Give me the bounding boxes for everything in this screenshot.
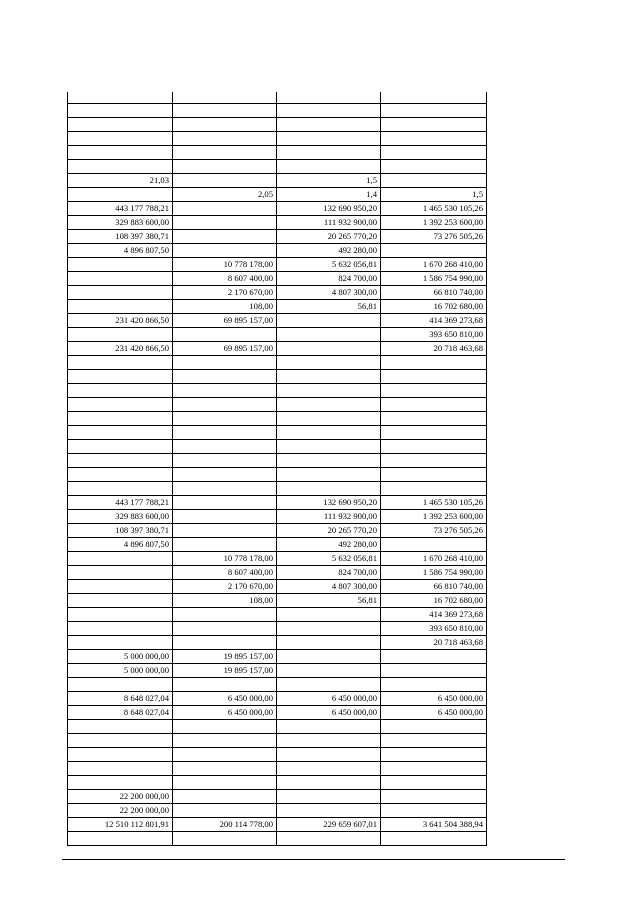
table-cell bbox=[68, 734, 172, 747]
table-cell: 19 895 157,00 bbox=[223, 651, 273, 661]
table-cell bbox=[276, 132, 380, 145]
table-cell bbox=[172, 398, 276, 411]
table-cell: 111 932 900,00 bbox=[323, 511, 377, 521]
table-cell bbox=[68, 580, 172, 593]
table-cell bbox=[172, 538, 276, 551]
table-cell bbox=[172, 370, 276, 383]
table-cell: 16 702 680,00 bbox=[433, 301, 483, 311]
table-row bbox=[68, 258, 486, 272]
table-cell: 8 607 400,00 bbox=[227, 567, 273, 577]
table-cell: 6 450 000,00 bbox=[227, 707, 273, 717]
table-cell bbox=[172, 790, 276, 803]
table-row bbox=[68, 496, 486, 510]
table-cell bbox=[380, 370, 486, 383]
table-cell: 231 420 866,50 bbox=[115, 343, 169, 353]
table-cell bbox=[68, 384, 172, 397]
table-cell bbox=[68, 468, 172, 481]
table-cell: 69 895 157,00 bbox=[223, 343, 273, 353]
table-row bbox=[68, 370, 486, 384]
table-cell bbox=[172, 174, 276, 187]
table-cell bbox=[276, 482, 380, 495]
table-cell bbox=[276, 762, 380, 775]
table-cell bbox=[68, 748, 172, 761]
table-cell bbox=[380, 762, 486, 775]
table-cell: 2,05 bbox=[257, 189, 273, 199]
table-cell bbox=[68, 762, 172, 775]
table-cell bbox=[276, 790, 380, 803]
table-cell: 5 632 056,81 bbox=[331, 553, 377, 563]
table-cell bbox=[68, 440, 172, 453]
table-cell bbox=[380, 482, 486, 495]
table-row bbox=[68, 118, 486, 132]
table-cell bbox=[172, 762, 276, 775]
table-cell: 20 718 463,68 bbox=[433, 637, 483, 647]
table-cell bbox=[276, 370, 380, 383]
table-row bbox=[68, 482, 486, 496]
table-cell: 132 690 950,20 bbox=[323, 497, 377, 507]
table-row bbox=[68, 552, 486, 566]
table-cell: 19 895 157,00 bbox=[223, 665, 273, 675]
table-row bbox=[68, 146, 486, 160]
table-cell bbox=[68, 832, 172, 845]
table-cell bbox=[68, 370, 172, 383]
table-cell: 16 702 680,00 bbox=[433, 595, 483, 605]
table-cell bbox=[380, 426, 486, 439]
table-cell: 414 369 273,68 bbox=[429, 315, 483, 325]
table-cell: 492 280,00 bbox=[338, 245, 377, 255]
table-cell: 8 648 027,04 bbox=[123, 693, 169, 703]
table-cell bbox=[172, 202, 276, 215]
table-cell: 1 392 253 600,00 bbox=[422, 217, 483, 227]
table-cell bbox=[380, 804, 486, 817]
table-row bbox=[68, 342, 486, 356]
table-cell bbox=[380, 734, 486, 747]
table-cell bbox=[172, 776, 276, 789]
table-row bbox=[68, 678, 486, 692]
table-cell: 108,00 bbox=[249, 301, 273, 311]
table-cell bbox=[380, 832, 486, 845]
table-cell bbox=[276, 454, 380, 467]
table-row bbox=[68, 188, 486, 202]
table-cell bbox=[68, 146, 172, 159]
table-cell: 69 895 157,00 bbox=[223, 315, 273, 325]
table-cell bbox=[172, 146, 276, 159]
table-cell bbox=[276, 804, 380, 817]
table-cell bbox=[276, 748, 380, 761]
table-cell: 108 397 380,71 bbox=[115, 231, 169, 241]
table-cell bbox=[172, 216, 276, 229]
table-cell bbox=[68, 104, 172, 117]
table-cell: 21,03 bbox=[149, 175, 169, 185]
table-cell bbox=[68, 412, 172, 425]
table-row bbox=[68, 300, 486, 314]
table-row bbox=[68, 244, 486, 258]
table-cell bbox=[172, 482, 276, 495]
table-cell bbox=[172, 328, 276, 341]
table-cell bbox=[380, 384, 486, 397]
table-cell: 414 369 273,68 bbox=[429, 609, 483, 619]
table-row bbox=[68, 762, 486, 776]
table-cell: 2 170 670,00 bbox=[227, 581, 273, 591]
table-cell bbox=[172, 524, 276, 537]
table-row bbox=[68, 328, 486, 342]
table-row bbox=[68, 594, 486, 608]
table-cell bbox=[380, 356, 486, 369]
table-cell: 10 778 178,00 bbox=[223, 259, 273, 269]
table-cell bbox=[172, 244, 276, 257]
table-row bbox=[68, 650, 486, 664]
table-row bbox=[68, 92, 486, 104]
table-row bbox=[68, 608, 486, 622]
table-cell bbox=[68, 426, 172, 439]
table-cell bbox=[276, 118, 380, 131]
table-row bbox=[68, 790, 486, 804]
table-cell: 1,4 bbox=[366, 189, 377, 199]
table-cell: 6 450 000,00 bbox=[331, 693, 377, 703]
table-cell: 1 586 754 990,00 bbox=[422, 567, 483, 577]
table-cell: 4 896 807,50 bbox=[123, 539, 169, 549]
table-row bbox=[68, 398, 486, 412]
table-cell bbox=[172, 384, 276, 397]
table-cell bbox=[380, 650, 486, 663]
table-cell bbox=[68, 622, 172, 635]
table-cell bbox=[276, 314, 380, 327]
table-cell: 10 778 178,00 bbox=[223, 553, 273, 563]
table-cell bbox=[68, 398, 172, 411]
table-cell bbox=[172, 496, 276, 509]
table-cell bbox=[68, 720, 172, 733]
table-cell: 329 883 600,00 bbox=[115, 217, 169, 227]
table-cell: 66 810 740,00 bbox=[433, 287, 483, 297]
table-row bbox=[68, 622, 486, 636]
table-cell bbox=[68, 286, 172, 299]
table-row bbox=[68, 664, 486, 678]
table-row bbox=[68, 636, 486, 650]
table-cell bbox=[68, 636, 172, 649]
table-row bbox=[68, 804, 486, 818]
table-cell: 393 650 810,00 bbox=[429, 329, 483, 339]
table-row bbox=[68, 538, 486, 552]
table-cell: 111 932 900,00 bbox=[323, 217, 377, 227]
table-cell bbox=[276, 342, 380, 355]
table-cell bbox=[380, 720, 486, 733]
table-cell bbox=[172, 118, 276, 131]
table-cell bbox=[68, 132, 172, 145]
table-cell bbox=[276, 650, 380, 663]
table-row bbox=[68, 510, 486, 524]
table-cell bbox=[276, 664, 380, 677]
table-cell bbox=[172, 426, 276, 439]
table-cell bbox=[380, 748, 486, 761]
table-cell bbox=[276, 104, 380, 117]
table-cell: 73 276 505,26 bbox=[433, 525, 483, 535]
table-cell bbox=[68, 272, 172, 285]
table-cell: 1,5 bbox=[366, 175, 377, 185]
table-row bbox=[68, 132, 486, 146]
table-cell: 393 650 810,00 bbox=[429, 623, 483, 633]
table-cell bbox=[380, 174, 486, 187]
table-row bbox=[68, 174, 486, 188]
table-cell bbox=[172, 720, 276, 733]
table-cell bbox=[276, 160, 380, 173]
table-cell bbox=[68, 300, 172, 313]
table-cell: 108,00 bbox=[249, 595, 273, 605]
table-cell: 20 265 770,20 bbox=[327, 231, 377, 241]
table-cell bbox=[276, 398, 380, 411]
table-row bbox=[68, 692, 486, 706]
footer-rule bbox=[62, 859, 565, 860]
table-cell: 329 883 600,00 bbox=[115, 511, 169, 521]
table-cell: 6 450 000,00 bbox=[331, 707, 377, 717]
table-cell: 1 670 268 410,00 bbox=[422, 259, 483, 269]
table-cell bbox=[172, 832, 276, 845]
table-cell bbox=[172, 92, 276, 103]
table-cell bbox=[276, 678, 380, 691]
table-row bbox=[68, 706, 486, 720]
table-row bbox=[68, 356, 486, 370]
table-cell bbox=[68, 328, 172, 341]
table-cell: 108 397 380,71 bbox=[115, 525, 169, 535]
table-cell bbox=[380, 146, 486, 159]
table-cell bbox=[380, 104, 486, 117]
table-cell: 229 659 607,01 bbox=[323, 819, 377, 829]
table-row bbox=[68, 384, 486, 398]
table-row bbox=[68, 440, 486, 454]
table-cell: 20 718 463,68 bbox=[433, 343, 483, 353]
table-cell: 5 000 000,00 bbox=[123, 651, 169, 661]
table-cell bbox=[276, 328, 380, 341]
table-cell bbox=[172, 104, 276, 117]
table-row bbox=[68, 524, 486, 538]
table-cell bbox=[276, 92, 380, 103]
table-cell bbox=[380, 118, 486, 131]
table-cell bbox=[68, 118, 172, 131]
table-cell: 6 450 000,00 bbox=[437, 693, 483, 703]
table-cell bbox=[68, 552, 172, 565]
table-cell bbox=[68, 454, 172, 467]
table-row bbox=[68, 104, 486, 118]
table-cell bbox=[380, 412, 486, 425]
table-cell: 4 807 300,00 bbox=[331, 287, 377, 297]
table-row bbox=[68, 454, 486, 468]
table-cell bbox=[172, 510, 276, 523]
table-cell: 8 648 027,04 bbox=[123, 707, 169, 717]
table-row bbox=[68, 314, 486, 328]
table-cell: 1 465 530 105,26 bbox=[422, 203, 483, 213]
table-cell bbox=[380, 160, 486, 173]
table-cell bbox=[380, 132, 486, 145]
table-cell: 1 670 268 410,00 bbox=[422, 553, 483, 563]
table-cell: 443 177 788,21 bbox=[115, 497, 169, 507]
table-cell bbox=[172, 356, 276, 369]
table-cell bbox=[276, 412, 380, 425]
table-cell bbox=[380, 776, 486, 789]
table-cell: 5 000 000,00 bbox=[123, 665, 169, 675]
table-cell bbox=[380, 664, 486, 677]
table-cell: 1 465 530 105,26 bbox=[422, 497, 483, 507]
table-row bbox=[68, 286, 486, 300]
table-cell: 22 200 000,00 bbox=[119, 791, 169, 801]
table-cell: 1 392 253 600,00 bbox=[422, 511, 483, 521]
table-cell: 200 114 778,00 bbox=[219, 819, 273, 829]
table-cell bbox=[172, 230, 276, 243]
table-cell: 4 807 300,00 bbox=[331, 581, 377, 591]
table-cell: 73 276 505,26 bbox=[433, 231, 483, 241]
table-cell bbox=[68, 776, 172, 789]
table-cell bbox=[68, 160, 172, 173]
table-row bbox=[68, 468, 486, 482]
table-cell bbox=[276, 636, 380, 649]
table-cell bbox=[68, 258, 172, 271]
table-cell: 56,81 bbox=[357, 301, 377, 311]
table-row bbox=[68, 734, 486, 748]
table-cell: 132 690 950,20 bbox=[323, 203, 377, 213]
table-cell: 12 510 112 801,91 bbox=[104, 819, 169, 829]
table-cell bbox=[380, 538, 486, 551]
table-cell bbox=[68, 356, 172, 369]
table-cell bbox=[276, 622, 380, 635]
table-cell bbox=[276, 734, 380, 747]
table-cell: 56,81 bbox=[357, 595, 377, 605]
table-cell bbox=[172, 440, 276, 453]
table-row bbox=[68, 216, 486, 230]
table-cell: 22 200 000,00 bbox=[119, 805, 169, 815]
table-cell bbox=[380, 790, 486, 803]
table-cell: 6 450 000,00 bbox=[227, 693, 273, 703]
table-cell: 492 280,00 bbox=[338, 539, 377, 549]
table-cell bbox=[276, 356, 380, 369]
table-row bbox=[68, 818, 486, 832]
table-cell: 5 632 056,81 bbox=[331, 259, 377, 269]
table-cell bbox=[380, 454, 486, 467]
table-cell bbox=[380, 244, 486, 257]
table-row bbox=[68, 580, 486, 594]
table-cell bbox=[380, 440, 486, 453]
table-row bbox=[68, 776, 486, 790]
table-cell: 824 700,00 bbox=[338, 273, 377, 283]
table-cell bbox=[68, 608, 172, 621]
table-cell bbox=[172, 636, 276, 649]
table-cell bbox=[172, 622, 276, 635]
table-cell: 443 177 788,21 bbox=[115, 203, 169, 213]
table-cell bbox=[68, 678, 172, 691]
table-cell bbox=[172, 734, 276, 747]
table-cell: 8 607 400,00 bbox=[227, 273, 273, 283]
table-cell bbox=[172, 454, 276, 467]
table-cell bbox=[276, 832, 380, 845]
table-row bbox=[68, 720, 486, 734]
table-cell: 6 450 000,00 bbox=[437, 707, 483, 717]
table-cell: 4 896 807,50 bbox=[123, 245, 169, 255]
table-cell: 231 420 866,50 bbox=[115, 315, 169, 325]
table-cell bbox=[172, 160, 276, 173]
financial-table bbox=[67, 92, 487, 846]
table-cell bbox=[172, 608, 276, 621]
table-row bbox=[68, 832, 486, 846]
table-row bbox=[68, 272, 486, 286]
table-cell: 3 641 504 388,94 bbox=[422, 819, 483, 829]
table-row bbox=[68, 412, 486, 426]
table-cell bbox=[172, 468, 276, 481]
table-cell bbox=[276, 146, 380, 159]
table-cell bbox=[276, 468, 380, 481]
table-cell bbox=[276, 384, 380, 397]
table-cell bbox=[172, 678, 276, 691]
table-cell: 20 265 770,20 bbox=[327, 525, 377, 535]
table-row bbox=[68, 426, 486, 440]
table-cell bbox=[172, 412, 276, 425]
table-row bbox=[68, 748, 486, 762]
table-cell bbox=[68, 188, 172, 201]
table-row bbox=[68, 160, 486, 174]
table-row bbox=[68, 202, 486, 216]
table-cell bbox=[380, 398, 486, 411]
table-row bbox=[68, 230, 486, 244]
table-cell: 66 810 740,00 bbox=[433, 581, 483, 591]
table-cell bbox=[380, 678, 486, 691]
table-cell bbox=[276, 608, 380, 621]
table-cell bbox=[172, 748, 276, 761]
table-cell: 824 700,00 bbox=[338, 567, 377, 577]
table-cell bbox=[380, 92, 486, 103]
table-cell: 1,5 bbox=[472, 189, 483, 199]
table-cell bbox=[276, 720, 380, 733]
table-cell bbox=[68, 594, 172, 607]
table-cell bbox=[276, 776, 380, 789]
table-cell bbox=[276, 426, 380, 439]
table-cell bbox=[68, 482, 172, 495]
table-cell bbox=[68, 92, 172, 103]
table-cell: 2 170 670,00 bbox=[227, 287, 273, 297]
table-cell bbox=[172, 132, 276, 145]
table-cell bbox=[380, 468, 486, 481]
table-cell bbox=[172, 804, 276, 817]
table-row bbox=[68, 566, 486, 580]
table-cell bbox=[68, 566, 172, 579]
table-cell bbox=[276, 440, 380, 453]
table-cell: 1 586 754 990,00 bbox=[422, 273, 483, 283]
